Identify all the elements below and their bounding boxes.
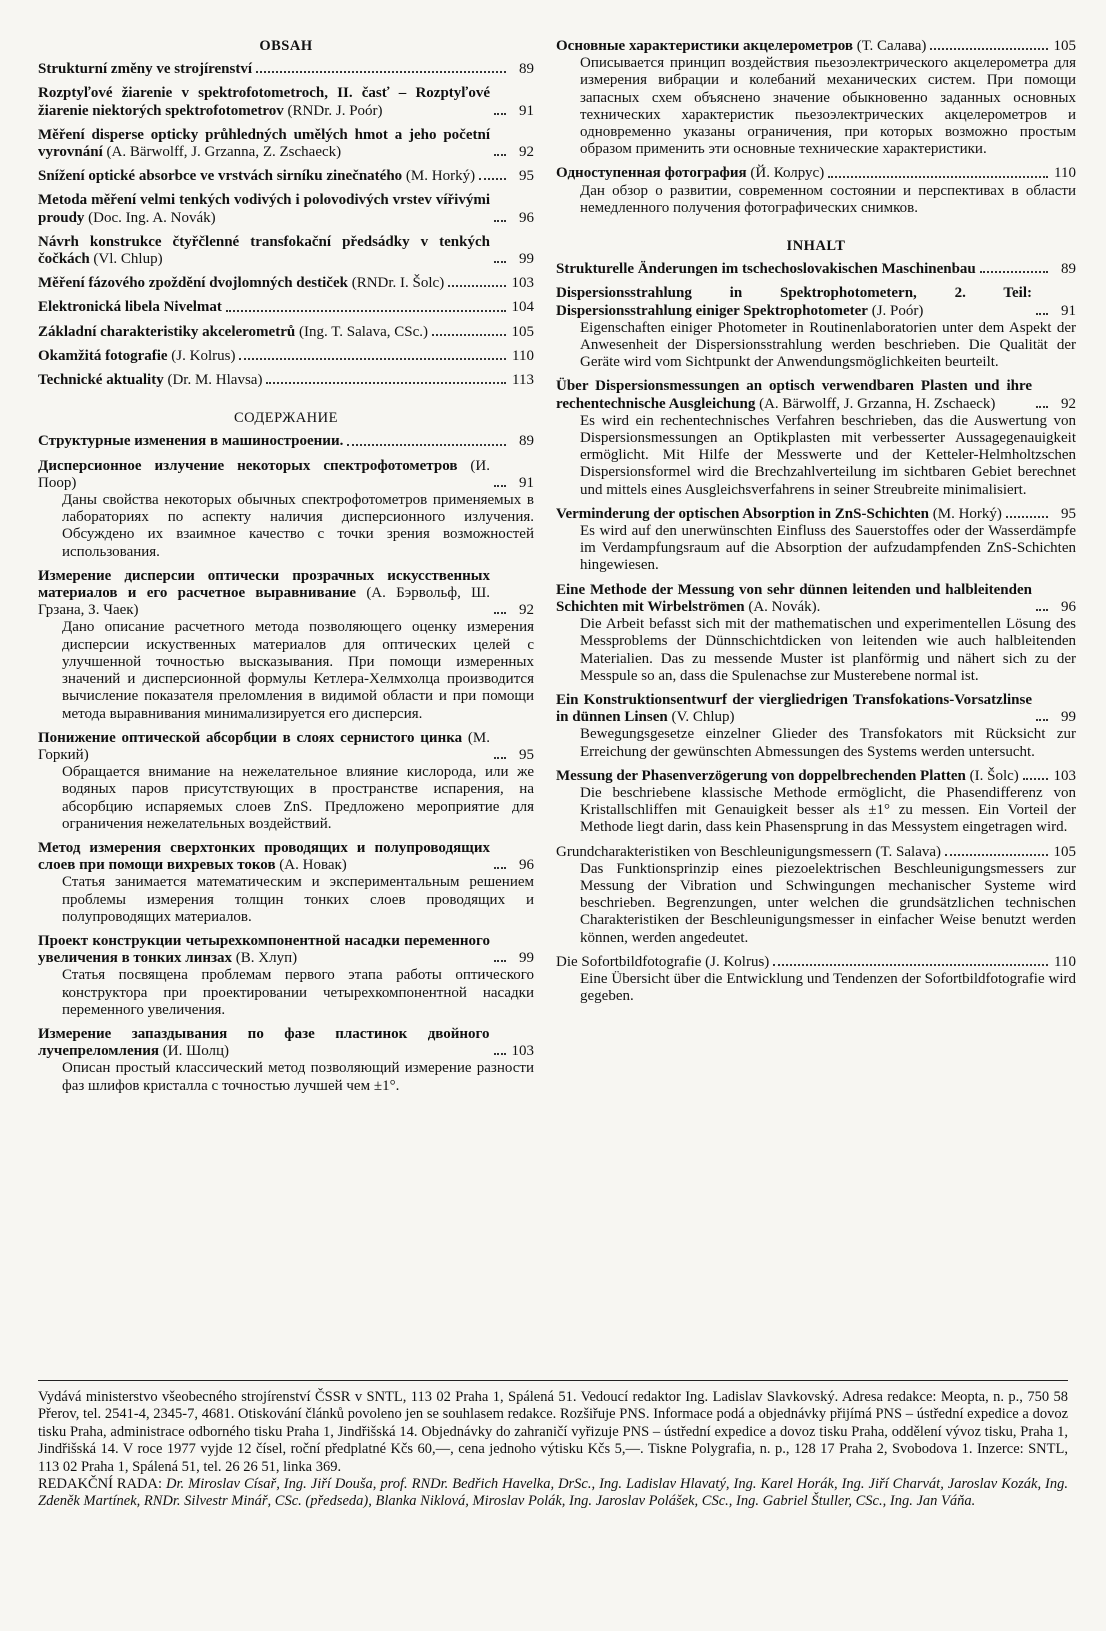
page-number: 99 [519, 251, 534, 268]
article-title: Okamžitá fotografie [38, 347, 168, 364]
toc-entry-text [556, 378, 1032, 412]
toc-entry-heading [556, 38, 1076, 55]
toc-entry-heading [38, 299, 534, 316]
page-number: 91 [1061, 302, 1076, 319]
dot-leader [980, 271, 1048, 273]
article-author: Die Sofortbildfotografie (J. Kolrus) [556, 953, 770, 970]
article-author: (J. Kolrus) [167, 347, 236, 364]
toc-entry-text [556, 165, 824, 182]
page-number: 110 [512, 347, 534, 364]
spacer [556, 224, 1076, 238]
article-title: Metoda měření velmi tenkých vodivých i polovodivých vrstev vířivými proudy [38, 192, 490, 226]
toc-entry-text [556, 38, 926, 55]
article-abstract: Bewegungsgesetze einzelner Glieder des Transfokators mit Rücksicht zur Erreichung der gewünschten Abmessungen des Systems werden untersucht. [580, 726, 1076, 760]
article-author: (Dr. M. Hlavsa) [163, 372, 263, 389]
page-number: 95 [519, 168, 534, 185]
toc-entry-heading [556, 285, 1076, 319]
page-number: 99 [519, 950, 534, 967]
dot-leader [494, 485, 506, 487]
toc-entry-text [38, 234, 490, 268]
toc-entry-text [38, 299, 222, 316]
toc-entry [38, 433, 534, 450]
soderzhanie-list [38, 433, 534, 1094]
article-title: Понижение оптической абсорбции в слоях сернистого цинка [38, 729, 463, 746]
imprint-footer [38, 1380, 1068, 1511]
toc-entry [38, 127, 534, 161]
toc-entry [38, 168, 534, 185]
dot-leader [494, 154, 506, 156]
toc-entry [556, 582, 1076, 685]
article-author: (М. Горкий) [38, 729, 490, 763]
article-author: Grundcharakteristiken von Beschleunigungsmessern (T. Salava) [556, 843, 942, 860]
dot-leader [494, 1053, 506, 1055]
toc-entry [556, 768, 1076, 837]
dot-leader [1036, 719, 1048, 721]
toc-entry-heading [38, 192, 534, 226]
page-number: 92 [1061, 395, 1076, 412]
toc-entry-heading [38, 348, 534, 365]
article-title: Метод измерения сверхтонких проводящих и полупроводящих слоев при помощи вихревых токов [38, 839, 490, 874]
dot-leader [1036, 313, 1048, 315]
toc-entry [556, 378, 1076, 498]
toc-entry-heading [38, 458, 534, 492]
toc-entry-text [38, 275, 444, 292]
toc-entry-text [38, 730, 490, 764]
toc-entry-text [38, 85, 490, 119]
page-number: 96 [1061, 598, 1076, 615]
toc-entry [38, 192, 534, 226]
toc-entry-heading [556, 692, 1076, 726]
toc-entry [556, 844, 1076, 947]
dot-leader [494, 113, 506, 115]
article-title: Основные характеристики акцелерометров [556, 38, 854, 54]
toc-entry [556, 506, 1076, 575]
inhalt-heading: INHALT [786, 238, 846, 255]
dot-leader [448, 285, 505, 287]
toc-entry-heading [556, 768, 1076, 785]
dot-leader [773, 964, 1048, 966]
article-title: Дисперсионное излучение некоторых спектрофотометров [38, 457, 458, 474]
dot-leader [494, 867, 506, 869]
page-number: 103 [511, 275, 534, 292]
page-number: 105 [511, 323, 534, 340]
toc-entry-text [38, 324, 428, 341]
toc-entry-heading [38, 933, 534, 967]
toc-entry-text [38, 61, 252, 78]
toc-entry-heading [556, 954, 1076, 971]
article-title: Über Dispersionsmessungen an optisch verwendbaren Plasten und ihre rechentechnische Ausgleichung [556, 378, 1032, 412]
page-number: 105 [1053, 843, 1076, 860]
article-author: (А. Бэрвольф, Ш. Грзана, З. Чаек) [38, 585, 490, 619]
toc-entry [38, 61, 534, 78]
toc-entry-heading [38, 433, 534, 450]
toc-entry-text [38, 433, 343, 450]
toc-entry-heading [38, 234, 534, 268]
imprint-text: Vydává ministerstvo všeobecného strojírenství ČSSR v SNTL, 113 02 Praha 1, Spálená 51. Vedoucí redaktor Ing. Ladislav Slavkovský. Adresa redakce: Meopta, n. p., 750 58 Přerov, tel. 2541-4, 2345-7, 4681. Otiskování článků povoleno jen se souhlasem redakce. Rozšiřuje PNS. Informace podá a objednávky přijímá PNS – ústřední expedice a dovoz tisku Praha, administrace odborného tisku Praha 1, Jindřišská 14. Objednávky do zahraničí vyřizuje PNS – ústřední expedice a dovoz tisku Praha, oddělení vývoz tisku, Praha 1, Jindřišská 14. V roce 1977 vyjde 12 čísel, roční předplatné Kčs 60,—, cena jednoho výtisku Kčs 5,—. Tiskne Polygrafia, n. p., 128 17 Praha 2, Svobodova 1. Inzerce: SNTL, 113 02 Praha 1, Spálená 51, tel. 26 26 51, linka 369. [38, 1389, 1068, 1475]
page-number: 89 [1061, 261, 1076, 278]
dot-leader [494, 612, 506, 614]
toc-entry-heading [38, 730, 534, 764]
toc-entry [38, 458, 534, 561]
toc-entry-text [556, 768, 1019, 785]
article-author: (В. Хлуп) [232, 950, 298, 967]
toc-entry-text [38, 127, 490, 161]
dot-leader [226, 310, 506, 312]
page-number: 104 [511, 299, 534, 316]
toc-entry-text [556, 261, 976, 278]
article-abstract: Die Arbeit befasst sich mit der mathematischen und experimentellen Lösung des Messproblems der Dünnschichtdicken von leitenden wie auch halbleitenden Materialien. Das zu messende Muster ist planförmig und nähert sich zu der Messpule so an, dass die Spulenachse zur Musterebene normal ist. [580, 616, 1076, 684]
page-number: 95 [1061, 505, 1076, 522]
toc-entry [38, 730, 534, 833]
soderzhanie-continued-list [556, 38, 1076, 217]
page-number: 103 [1053, 767, 1076, 784]
page-number: 110 [1054, 953, 1076, 970]
toc-entry-text [556, 506, 1002, 523]
article-title: Strukturní změny ve strojírenství [38, 61, 253, 78]
toc-entry-text [556, 692, 1032, 726]
toc-entry-heading [38, 127, 534, 161]
article-author: (V. Chlup) [667, 709, 735, 726]
article-title: Strukturelle Änderungen im tschechoslovakischen Maschinenbau [556, 261, 976, 278]
editorial-board-label: REDAKČNÍ RADA: [38, 1476, 163, 1493]
toc-entry-heading [556, 506, 1076, 523]
toc-entry [556, 692, 1076, 761]
article-title: Dispersionsstrahlung in Spektrophotometern, 2. Teil: Dispersionsstrahlung einiger Spektrophotometer [556, 285, 1032, 319]
article-abstract: Es wird auf den unerwünschten Einfluss des Sauerstoffes oder der Wasserdämpfe im Verdampfungsraum auf die Absorption der aufzudampfenden ZnS-Schichten hingewiesen. [580, 523, 1076, 574]
dot-leader [1036, 609, 1048, 611]
page-number: 92 [519, 602, 534, 619]
toc-entry [38, 234, 534, 268]
article-title: Technické aktuality [38, 372, 164, 389]
page-number: 113 [512, 372, 534, 389]
page-number: 92 [519, 144, 534, 161]
inhalt-list [556, 261, 1076, 1005]
article-title: Měření disperse opticky průhledných umělých hmot a jeho početní vyrovnání [38, 126, 490, 161]
right-column [556, 38, 1076, 1012]
article-title: Messung der Phasenverzögerung von doppelbrechenden Platten [556, 767, 966, 784]
toc-entry [38, 324, 534, 341]
article-abstract: Дан обзор о развитии, современном состоянии и перспективах в области немедленного получения фотографических снимков. [580, 182, 1076, 216]
toc-entry-heading [38, 61, 534, 78]
article-author: (И. Поор) [38, 457, 490, 491]
article-author: (Т. Салава) [853, 38, 927, 54]
article-author: (J. Poór) [867, 302, 924, 319]
article-title: Verminderung der optischen Absorption in ZnS-Schichten [556, 505, 929, 522]
article-abstract: Описывается принцип воздействия пьезоэлектрического акцелерометра для измерения вибрации и колебаний механических систем. При помощи запасных схем объяснено значение обыкновенно заданных основных технических характеристик пьезоэлектрических акцелерометров и одновременно указаны ограничения, при которых возможно простым образом применить эти основные технические характеристики. [580, 55, 1076, 158]
dot-leader [239, 358, 506, 360]
toc-entry-text [38, 840, 490, 874]
toc-entry [38, 275, 534, 292]
editorial-board-members: Dr. Miroslav Císař, Ing. Jiří Douša, prof. RNDr. Bedřich Havelka, DrSc., Ing. Ladislav Hlavatý, Ing. Karel Horák, Ing. Jiří Charvát, Jaroslav Kozák, Ing. Zdeněk Martínek, RNDr. Silvestr Minář, CSc. (předseda), Blanka Niklová, Miroslav Polák, Ing. Jaroslav Polášek, CSc., Ing. Gabriel Štuller, CSc., Ing. Jan Váňa. [38, 1476, 1069, 1510]
article-abstract: Die beschriebene klassische Methode ermöglicht, die Phasendifferenz von Kristallschliffen mit Genauigkeit besser als ±1° zu messen. Ein Vorteil der Methode liegt darin, dass kein Phasensprung in das Messystem eingetragen wird. [580, 784, 1076, 836]
toc-entry-text [556, 582, 1032, 616]
toc-entry-heading [556, 261, 1076, 278]
toc-entry [556, 261, 1076, 278]
article-abstract: Статья занимается математическим и экспериментальным решением проблемы измерения толщин тонких слоев проводящих и полупроводящих материалов. [62, 874, 534, 925]
article-title: Rozptyľové žiarenie v spektrofotometroch, II. časť – Rozptyľové žiarenie niektorých spektrofotometrov [38, 85, 490, 119]
article-title: Základní charakteristiky akcelerometrů [38, 323, 296, 340]
article-title: Структурные изменения в машиностроении. [38, 433, 344, 450]
article-title: Одноступенная фотография [556, 165, 747, 182]
page-number: 105 [1053, 38, 1076, 54]
article-author: (И. Шолц) [159, 1043, 230, 1060]
dot-leader [494, 960, 506, 962]
dot-leader [1023, 778, 1048, 780]
article-author: (M. Horký) [402, 168, 476, 185]
article-author: (A. Bärwolff, J. Grzanna, H. Zschaeck) [755, 395, 996, 412]
toc-entry-heading [38, 275, 534, 292]
dot-leader [1036, 406, 1048, 408]
toc-entry [556, 165, 1076, 217]
toc-entry [38, 568, 534, 723]
toc-entry [38, 372, 534, 389]
page-number: 96 [519, 209, 534, 226]
article-author: (RNDr. I. Šolc) [347, 275, 445, 292]
article-title: Snížení optické absorbce ve vrstvách sirníku zinečnatého [38, 168, 403, 185]
toc-entry [556, 38, 1076, 158]
article-title: Ein Konstruktionsentwurf der viergliedrigen Transfokations-Vorsatzlinse in dünnen Linsen [556, 691, 1032, 726]
toc-entry-heading [38, 324, 534, 341]
article-author: (Vl. Chlup) [89, 251, 163, 268]
article-author: (Й. Колрус) [746, 165, 825, 182]
article-abstract: Даны свойства некоторых обычных спектрофотометров применяемых в лабораториях по аспекту наличия дисперсионного излучения. Обсуждено их взаимное качество с точки зрения возможностей использования. [62, 492, 534, 560]
page-number: 95 [519, 746, 534, 763]
left-column [38, 38, 534, 1102]
article-abstract: Дано описание расчетного метода позволяющего оценку измерения дисперсии искуственных материалов для оптических целей с улучшенной точностью высказывания. При помощи измеренных значений и дисперсионной формулы Кетлера-Хелмхолца производится вычисление показателя преломления в видимой области и при помощи метода выравнивания минимализируется его дисперсия. [62, 619, 534, 722]
article-abstract: Обращается внимание на нежелательное влияние кислорода, или же водяных паров присутствующих в пространстве испарения, на абсорбцию испаряемых слоев ZnS. Предложено мероприятие для ограничения нежелательных воздействий. [62, 764, 534, 832]
toc-entry-heading [38, 168, 534, 185]
toc-entry-heading [38, 1026, 534, 1060]
article-author: (А. Новак) [275, 857, 347, 874]
article-title: Eine Methode der Messung von sehr dünnen leitenden und halbleitenden Schichten mit Wirbelströmen [556, 581, 1032, 615]
article-abstract: Описан простый классический метод позволяющий измерение разности фаз шлифов кристалла с точностью лучшей чем ±1°. [62, 1060, 534, 1094]
dot-leader [828, 176, 1048, 178]
dot-leader [1006, 516, 1048, 518]
dot-leader [494, 757, 506, 759]
toc-entry-heading [556, 582, 1076, 616]
page-number: 91 [519, 474, 534, 491]
toc-entry-heading [556, 165, 1076, 182]
toc-entry-text [38, 192, 490, 226]
article-title: Elektronická libela Nivelmat [38, 299, 222, 316]
toc-entry [556, 954, 1076, 1006]
dot-leader [432, 334, 506, 336]
toc-entry [556, 285, 1076, 371]
dot-leader [266, 382, 506, 384]
article-abstract: Eigenschaften einiger Photometer in Routinenlaboratorien unter dem Aspekt der Anwesenheit der Dispersionsstrahlung werden beschrieben. Die Qualität der Geräte wird vom Sichtpunkt der Anwendungsmöglichkeiten beurteilt. [580, 319, 1076, 371]
article-title: Návrh konstrukce čtyřčlenné transfokační předsádky v tenkých čočkách [38, 233, 490, 268]
article-author: (A. Novák). [744, 598, 821, 615]
article-author: (Ing. T. Salava, CSc.) [295, 323, 428, 340]
article-title: Проект конструкции четырехкомпонентной насадки переменного увеличения в тонких линзах [38, 932, 490, 967]
article-author: (A. Bärwolff, J. Grzanna, Z. Zschaeck) [102, 144, 342, 161]
page-number: 91 [519, 102, 534, 119]
article-abstract: Статья посвящена проблемам первого этапа работы оптического конструктора при проектировании четырехкомпонентной насадки переменного увеличения. [62, 967, 534, 1018]
page-number: 110 [1054, 165, 1076, 182]
dot-leader [347, 444, 506, 446]
page-number: 99 [1061, 709, 1076, 726]
toc-entry-text [38, 933, 490, 967]
article-title: Измерение дисперсии оптически прозрачных искусственных материалов и его расчетное выравнивание [38, 567, 490, 602]
obsah-heading: OBSAH [259, 38, 313, 54]
article-abstract: Das Funktionsprinzip eines piezoelektrischen Beschleunigungsmessers zur Messung der Vibration und Schwingungen mechanischer Systeme wird beschrieben. Begrenzungen, unter welchen die grundsätzlichen technischen Charakteristiken der Beschleunigungsmesser in einfacher Weise benutzt werden können, werden angedeutet. [580, 860, 1076, 946]
article-author: (RNDr. J. Poór) [283, 102, 383, 119]
toc-entry-text [38, 1026, 490, 1060]
toc-entry-text [38, 568, 490, 620]
toc-entry-heading [38, 568, 534, 620]
toc-entry [38, 933, 534, 1019]
toc-entry-text [38, 348, 235, 365]
dot-leader [930, 48, 1047, 50]
toc-entry-text [38, 458, 490, 492]
toc-entry [38, 85, 534, 119]
toc-entry-heading [38, 372, 534, 389]
article-author: (Doc. Ing. A. Novák) [84, 209, 216, 226]
article-author: (M. Horký) [929, 505, 1002, 522]
toc-entry-text [556, 285, 1032, 319]
article-title: Měření fázového zpoždění dvojlomných destiček [38, 275, 348, 292]
page-number: 103 [511, 1043, 534, 1060]
obsah-list [38, 61, 534, 389]
article-author: (I. Šolc) [965, 767, 1019, 784]
page-number: 89 [519, 61, 534, 78]
article-abstract: Eine Übersicht über die Entwicklung und Tendenzen der Sofortbildfotografie wird gegeben. [580, 970, 1076, 1005]
soderzhanie-heading: СОДЕРЖАНИЕ [234, 410, 338, 427]
page-number: 89 [519, 433, 534, 450]
toc-entry-heading [38, 840, 534, 874]
page-number: 96 [519, 857, 534, 874]
toc-entry [38, 1026, 534, 1095]
toc-entry-text [38, 372, 262, 389]
toc-entry-text [556, 954, 769, 971]
toc-entry [38, 348, 534, 365]
spacer [38, 396, 534, 410]
toc-entry-text [556, 844, 941, 861]
article-title: Измерение запаздывания по фазе пластинок двойного лучепреломления [38, 1025, 490, 1060]
toc-entry-heading [556, 844, 1076, 861]
toc-entry [38, 840, 534, 926]
dot-leader [945, 854, 1047, 856]
toc-entry [38, 299, 534, 316]
toc-entry-heading [38, 85, 534, 119]
dot-leader [494, 261, 506, 263]
toc-entry-text [38, 168, 475, 185]
toc-entry-heading [556, 378, 1076, 412]
article-abstract: Es wird ein rechentechnisches Verfahren beschrieben, das die Auswertung von Dispersionsmessungen an Optikplasten mit verbesserter Aussagegenauigkeit ermöglicht. Mit Hilfe der Messwerte und der Ketteler-Helmholtzschen Dispersionsformel wird die Brechzahlverteilung im sichtbaren Gebiet berechnet und mittels eines Ausgleichsverfahrens in seiner Streubreite minimalisiert. [580, 412, 1076, 498]
dot-leader [494, 220, 506, 222]
dot-leader [479, 178, 506, 180]
dot-leader [256, 71, 506, 73]
